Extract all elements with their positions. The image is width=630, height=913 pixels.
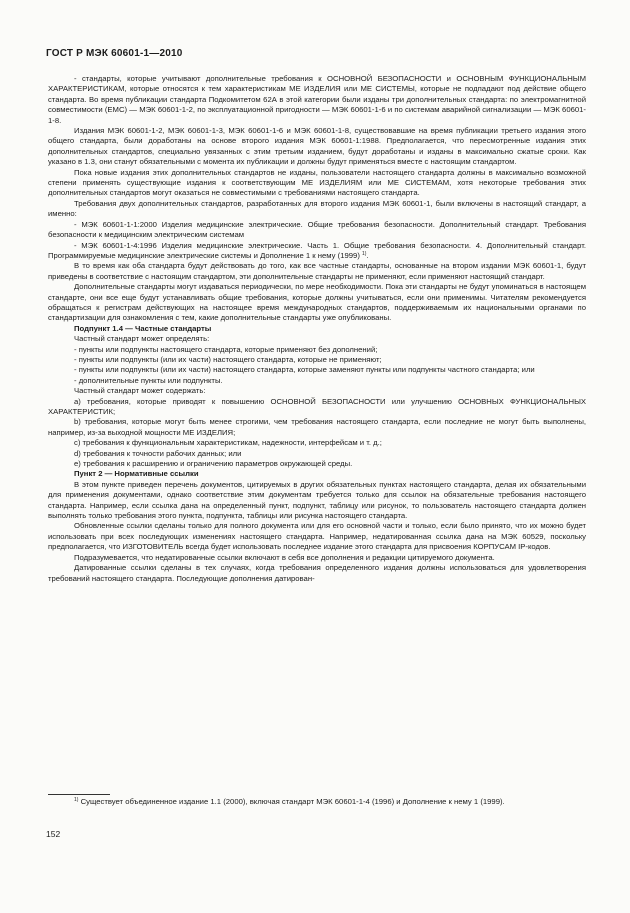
body-paragraph: d) требования к точности рабочих данных; или bbox=[74, 448, 242, 458]
section-heading: Подпункт 1.4 — Частные стандарты bbox=[74, 323, 212, 333]
body-paragraph: а) требования, которые приводят к повышению ОСНОВНОЙ БЕЗОПАСНОСТИ или улучшению ОСНОВНЫХ ФУНКЦИОНАЛЬНЫХ ХАРАКТЕРИСТИК; bbox=[48, 396, 586, 416]
body-paragraph: - пункты или подпункты (или их части) настоящего стандарта, которые не применяют; bbox=[74, 354, 382, 364]
body-paragraph: с) требования к функциональным характеристикам, надежности, интерфейсам и т. д.; bbox=[74, 438, 382, 448]
body-paragraph: Издания МЭК 60601-1-2, МЭК 60601-1-3, МЭК 60601-1-6 и МЭК 60601-1-8, существовавшие на время публикации третьего издания этого общего стандарта, были доработаны на основе второго издания МЭК 60601-1:1988. Предполагается, что пересмотренные издания этих дополнительных стандартов, специально увязанных с этим третьим изданием, будут доработаны и изданы в максимально сжатые сроки. Как указано в 1.3, они станут обязательными с момента их публикации и должны будут применяться вместе с настоящим стандартом. bbox=[48, 126, 586, 167]
document-body bbox=[48, 74, 586, 584]
body-paragraph: В то время как оба стандарта будут действовать до того, как все частные стандарты, основанные на втором издании МЭК 60601-1, будут приведены в соответствие с настоящим стандартом, эти дополнительные стандарты не применяют, если применяют настоящий стандарт. bbox=[48, 261, 586, 281]
footnote-separator bbox=[48, 794, 110, 795]
body-paragraph: Обновленные ссылки сделаны только для полного документа или для его основной части и только, если было принято, что их можно будет использовать при всех последующих изменениях настоящего стандарта. Например, недатированная ссылка дана на МЭК 60529, поскольку предполагается, что ИЗГОТОВИТЕЛЬ всегда будет использовать последнее издание этого стандарта для присвоения КОРПУСАМ IP-кодов. bbox=[48, 521, 586, 552]
body-paragraph: е) требования к расширению и ограничению параметров окружающей среды. bbox=[74, 459, 353, 469]
body-paragraph: Дополнительные стандарты могут издаваться периодически, по мере необходимости. Пока эти стандарты не будут упоминаться в настоящем стандарте, они все еще будут устанавливать общие требования, которые должны учитываться, если они применимы. Читателям рекомендуется обращаться к регистрам действующих на настоящее время международных стандартов, поддерживаемым их национальными органами по стандартизации для ознакомления с тем, какие дополнительные стандарты уже опубликованы. bbox=[48, 282, 586, 323]
body-paragraph: Датированные ссылки сделаны в тех случаях, когда требования определенного издания должны использоваться для удовлетворения требований настоящего стандарта. Последующие дополнения датирован- bbox=[48, 563, 586, 583]
footnote bbox=[48, 797, 586, 807]
page-header-title: ГОСТ Р МЭК 60601-1—2010 bbox=[46, 48, 183, 59]
body-paragraph: Частный стандарт может определять: bbox=[74, 334, 210, 344]
body-paragraph: В этом пункте приведен перечень документов, цитируемых в других обязательных пунктах настоящего стандарта, делая их обязательными для применения документами, однако соответствие этим документам требуется только для ссылок на обязательные требования настоящего стандарта. Например, если ссылка дана на определенный пункт, подпункт, таблицу или рисунок, то пользователь настоящего стандарта должен выполнять только требования этого пункта, подпункта, таблицы или рисунка настоящего стандарта. bbox=[48, 479, 586, 521]
body-paragraph: - стандарты, которые учитывают дополнительные требования к ОСНОВНОЙ БЕЗОПАСНОСТИ и ОСНОВНЫМ ФУНКЦИОНАЛЬНЫМ ХАРАКТЕРИСТИКАМ, которые относятся к тем характеристикам МЕ ИЗДЕЛИЯ или МЕ СИСТЕМЫ, которые не подпадают под действие общего стандарта. Во время публикации стандарта Подкомитетом 62А в этой категории были изданы три дополнительных стандарта: по электромагнитной совместимости (ЕМС) — МЭК 60601-1-2, по эксплуатационной пригодности — МЭК 60601-1-6 и по системам аварийной сигнализации — МЭК 60601-1-8. bbox=[48, 74, 586, 125]
body-paragraph: Подразумевается, что недатированные ссылки включают в себя все дополнения и редакции цитируемого документа. bbox=[74, 552, 495, 562]
section-heading: Пункт 2 — Нормативные ссылки bbox=[74, 469, 199, 479]
body-paragraph: - дополнительные пункты или подпункты. bbox=[74, 375, 223, 385]
page-number: 152 bbox=[46, 829, 61, 839]
body-paragraph: Требования двух дополнительных стандартов, разработанных для второго издания МЭК 60601-1, были включены в настоящий стандарт, а именно: bbox=[48, 198, 586, 219]
body-paragraph: - пункты или подпункты настоящего стандарта, которые применяют без дополнений; bbox=[74, 344, 378, 354]
footnote-text: Существует объединенное издание 1.1 (2000), включая стандарт МЭК 60601-1-4 (1996) и Дополнение к нему 1 (1999). bbox=[80, 797, 505, 806]
body-paragraph: - МЭК 60601-1-1:2000 Изделия медицинские электрические. Общие требования безопасности. Дополнительный стандарт. Требования безопасности к медицинским электрическим системам bbox=[48, 219, 586, 240]
body-paragraph: Частный стандарт может содержать: bbox=[74, 386, 206, 396]
body-paragraph: - пункты или подпункты (или их части) настоящего стандарта, которые заменяют пункты или подпункты частного стандарта; или bbox=[74, 365, 535, 375]
body-paragraph bbox=[48, 241, 586, 262]
footnote-reference: 1) bbox=[362, 250, 367, 257]
body-paragraph: b) требования, которые могут быть менее строгими, чем требования настоящего стандарта, если последние не могут быть выполнены, например, из-за выходной мощности МЕ ИЗДЕЛИЯ; bbox=[48, 417, 586, 437]
body-paragraph: Пока новые издания этих дополнительных стандартов не изданы, пользователи настоящего стандарта должны в максимально возможной степени применять существующие издания к соответствующим МЕ ИЗДЕЛИЯМ или МЕ СИСТЕМАМ, хотя некоторые требования этих дополнительных стандартов могут оказаться не совместимыми с требованиями настоящего стандарта. bbox=[48, 167, 586, 198]
paragraph-text: - МЭК 60601-1-4:1996 Изделия медицинские электрические. Часть 1. Общие требования безопасности. 4. Дополнительный стандарт. Программируемые медицинские электрические системы и Дополнение 1 к нему (1999) bbox=[48, 240, 586, 260]
paragraph-tail: . bbox=[366, 250, 369, 260]
footnote-marker: 1) bbox=[74, 797, 79, 803]
